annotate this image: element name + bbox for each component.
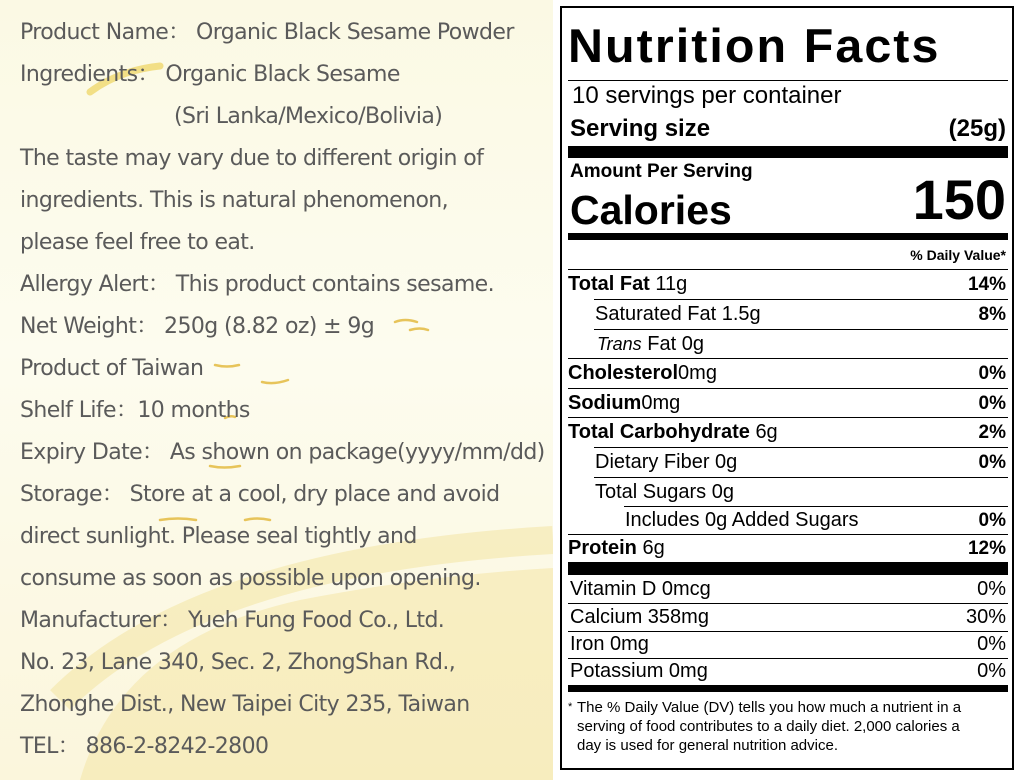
medium-divider [568, 685, 1008, 692]
divider [594, 299, 1008, 300]
calories-label: Calories [570, 187, 732, 233]
storage-line-1: Storage： Store at a cool, dry place and avoid [20, 482, 500, 507]
nutrition-facts-label [560, 6, 1014, 770]
divider [568, 658, 1008, 659]
total-fat-amount: 11g [655, 273, 688, 295]
taste-note-line-1: The taste may vary due to different origin of [20, 146, 484, 171]
protein-amount: 6g [642, 537, 665, 559]
fiber-label: Dietary Fiber 0g [595, 451, 738, 473]
divider [568, 534, 1008, 535]
thick-divider [568, 146, 1008, 158]
fiber-dv: 0% [978, 452, 1006, 473]
total-carb-dv: 2% [978, 422, 1006, 443]
calcium-dv: 30% [965, 606, 1006, 628]
expiry-date-line: Expiry Date： As shown on package(yyyy/mm/dd) [20, 440, 545, 465]
divider [568, 417, 1008, 418]
calcium-label: Calcium 358mg [570, 606, 709, 628]
protein-row [568, 538, 665, 558]
telephone-line: TEL： 886-2-8242-2800 [20, 734, 269, 759]
divider [594, 329, 1008, 330]
total-fat-row [568, 274, 687, 294]
taste-note-line-3: please feel free to eat. [20, 230, 255, 255]
sodium-row [568, 393, 680, 413]
amount-per-serving: Amount Per Serving [570, 161, 753, 182]
trans-fat-rest: Fat 0g [647, 333, 704, 355]
servings-per-container: 10 servings per container [572, 82, 842, 109]
divider [568, 358, 1008, 359]
saturated-fat-dv: 8% [978, 304, 1006, 325]
iron-label: Iron 0mg [570, 633, 649, 655]
total-fat-dv: 14% [967, 274, 1006, 295]
divider [594, 477, 1008, 478]
vitamin-d-dv: 0% [977, 578, 1006, 600]
total-sugars-label: Total Sugars 0g [595, 481, 734, 503]
ingredients-origin-line: (Sri Lanka/Mexico/Bolivia) [174, 104, 443, 129]
protein-dv: 12% [967, 538, 1006, 559]
nutrition-facts-title: Nutrition Facts [568, 19, 941, 72]
cholesterol-dv: 0% [978, 363, 1006, 384]
allergy-alert-line: Allergy Alert： This product contains sesame. [20, 272, 494, 297]
divider [568, 388, 1008, 389]
medium-divider [568, 233, 1008, 240]
sodium-dv: 0% [978, 393, 1006, 414]
thick-divider [568, 562, 1008, 575]
total-fat-label: Total Fat [568, 273, 650, 295]
potassium-label: Potassium 0mg [570, 660, 708, 682]
product-name-line: Product Name： Organic Black Sesame Powder [20, 20, 514, 45]
cholesterol-row [568, 363, 717, 383]
footnote-line-3: day is used for general nutrition advice. [577, 737, 838, 754]
footnote-star: * [568, 701, 573, 713]
shelf-life-line: Shelf Life：10 months [20, 398, 250, 423]
storage-line-2: direct sunlight. Please seal tightly and [20, 524, 417, 549]
product-origin-line: Product of Taiwan [20, 356, 204, 381]
iron-dv: 0% [977, 633, 1006, 655]
divider [624, 506, 1008, 507]
divider [568, 80, 1008, 81]
divider [568, 631, 1008, 632]
footnote-line-2: serving of food contributes to a daily diet. 2,000 calories a [577, 718, 960, 735]
taste-note-line-2: ingredients. This is natural phenomenon, [20, 188, 449, 213]
serving-size-label: Serving size [570, 115, 711, 142]
cholesterol-label: Cholesterol [568, 362, 679, 384]
manufacturer-line: Manufacturer： Yueh Fung Food Co., Ltd. [20, 608, 445, 633]
cholesterol-amount: 0mg [678, 362, 717, 384]
total-carb-amount: 6g [755, 421, 778, 443]
trans-fat-row [597, 334, 704, 354]
trans-fat-italic: Trans [597, 334, 642, 354]
daily-value-header: % Daily Value* [910, 247, 1006, 263]
potassium-dv: 0% [977, 660, 1006, 682]
divider [568, 269, 1008, 270]
serving-size-value: (25g) [948, 115, 1006, 142]
added-sugars-label: Includes 0g Added Sugars [625, 509, 859, 531]
saturated-fat-label: Saturated Fat 1.5g [595, 303, 761, 325]
divider [594, 447, 1008, 448]
net-weight-line: Net Weight： 250g (8.82 oz) ± 9g [20, 314, 375, 339]
added-sugars-dv: 0% [978, 510, 1006, 531]
address-line-2: Zhonghe Dist., New Taipei City 235, Taiwan [20, 692, 470, 717]
storage-line-3: consume as soon as possible upon opening. [20, 566, 481, 591]
vitamin-d-label: Vitamin D 0mcg [570, 578, 711, 600]
divider [568, 603, 1008, 604]
address-line-1: No. 23, Lane 340, Sec. 2, ZhongShan Rd., [20, 650, 456, 675]
calories-value: 150 [912, 168, 1006, 231]
total-carb-row [568, 422, 778, 442]
ingredients-line: Ingredients： Organic Black Sesame [20, 62, 400, 87]
total-carb-label: Total Carbohydrate [568, 421, 750, 443]
footnote-line-1: The % Daily Value (DV) tells you how much a nutrient in a [577, 699, 962, 716]
protein-label: Protein [568, 537, 637, 559]
sodium-label: Sodium [568, 392, 642, 414]
sodium-amount: 0mg [641, 392, 681, 414]
